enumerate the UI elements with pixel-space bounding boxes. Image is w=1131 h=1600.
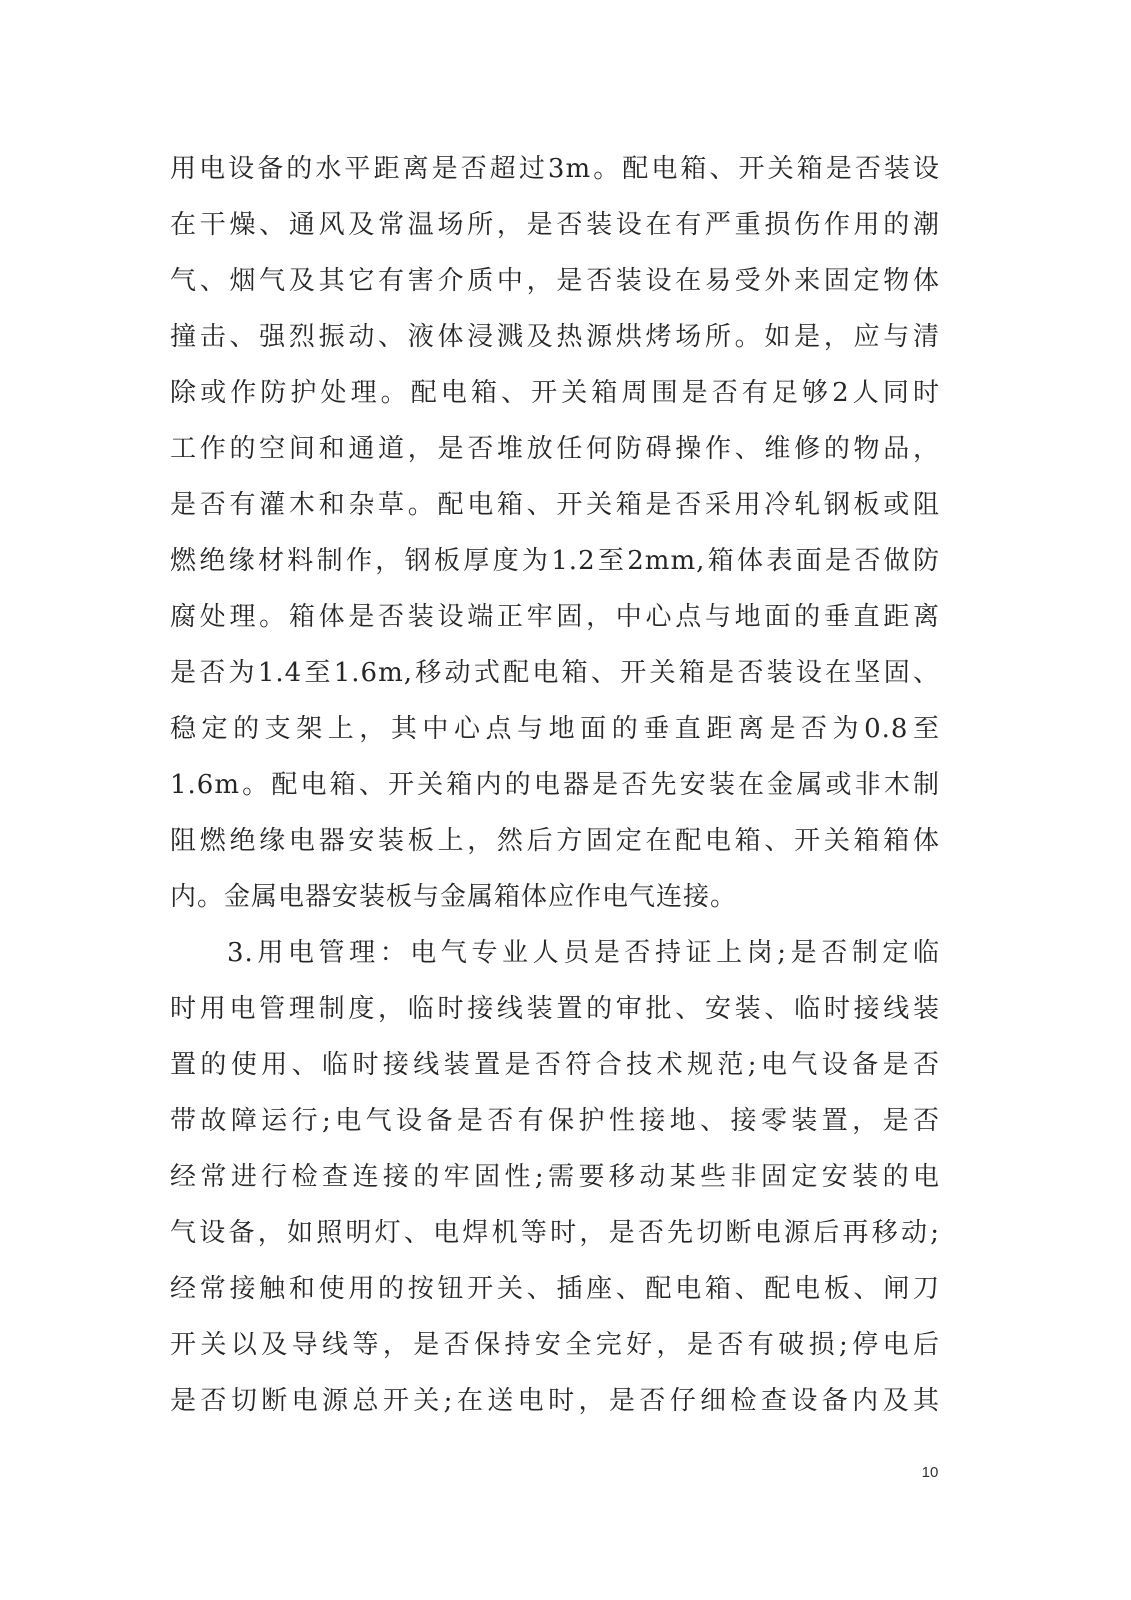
text-line: 时用电管理制度，临时接线装置的审批、安装、临时接线装	[170, 994, 940, 1024]
text-line: 气、烟气及其它有害介质中，是否装设在易受外来固定物体	[170, 266, 940, 296]
text-line: 内。金属电器安装板与金属箱体应作电气连接。	[170, 882, 738, 912]
text-line: 气设备，如照明灯、电焊机等时，是否先切断电源后再移动;	[170, 1218, 940, 1248]
text-line: 稳定的支架上，其中心点与地面的垂直距离是否为0.8至	[170, 714, 940, 744]
text-line: 用电设备的水平距离是否超过3m。配电箱、开关箱是否装设	[170, 154, 940, 184]
text-line: 1.6m。配电箱、开关箱内的电器是否先安装在金属或非木制	[170, 770, 940, 800]
text-line: 除或作防护处理。配电箱、开关箱周围是否有足够2人同时	[170, 378, 940, 408]
paragraph-1	[170, 141, 940, 925]
text-line: 带故障运行;电气设备是否有保护性接地、接零装置，是否	[170, 1106, 940, 1136]
text-line: 3.用电管理：电气专业人员是否持证上岗;是否制定临	[227, 938, 940, 968]
text-line: 在干燥、通风及常温场所，是否装设在有严重损伤作用的潮	[170, 210, 940, 240]
text-line: 是否切断电源总开关;在送电时，是否仔细检查设备内及其	[170, 1386, 940, 1416]
text-line: 开关以及导线等，是否保持安全完好，是否有破损;停电后	[170, 1330, 940, 1360]
text-line: 置的使用、临时接线装置是否符合技术规范;电气设备是否	[170, 1050, 940, 1080]
text-line: 阻燃绝缘电器安装板上，然后方固定在配电箱、开关箱箱体	[170, 826, 940, 856]
text-line: 经常接触和使用的按钮开关、插座、配电箱、配电板、闸刀	[170, 1274, 940, 1304]
text-line: 工作的空间和通道，是否堆放任何防碍操作、维修的物品，	[170, 434, 940, 464]
paragraph-2	[170, 925, 940, 1429]
text-line: 腐处理。箱体是否装设端正牢固，中心点与地面的垂直距离	[170, 602, 940, 632]
text-line: 是否为1.4至1.6m,移动式配电箱、开关箱是否装设在坚固、	[170, 658, 940, 688]
page-number: 10	[921, 1464, 939, 1481]
text-line: 燃绝缘材料制作，钢板厚度为1.2至2mm,箱体表面是否做防	[170, 546, 940, 576]
text-line: 经常进行检查连接的牢固性;需要移动某些非固定安装的电	[170, 1162, 940, 1192]
text-line: 撞击、强烈振动、液体浸溅及热源烘烤场所。如是，应与清	[170, 322, 940, 352]
text-line: 是否有灌木和杂草。配电箱、开关箱是否采用冷轧钢板或阻	[170, 490, 940, 520]
